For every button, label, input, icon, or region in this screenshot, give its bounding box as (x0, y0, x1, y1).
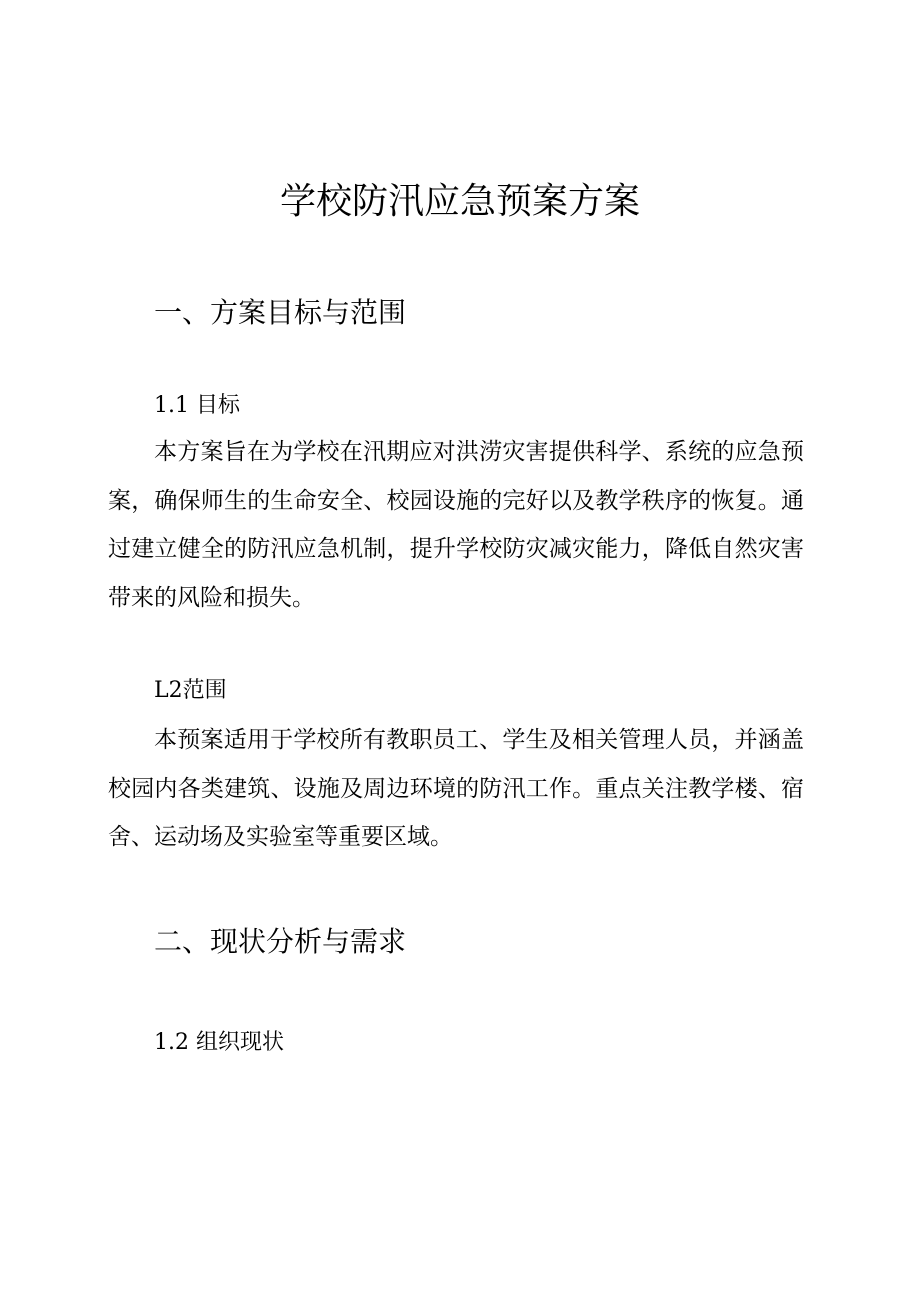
document-title: 学校防汛应急预案方案 (279, 181, 640, 222)
section-heading-1: 一、方案目标与范围 (154, 296, 407, 329)
subsection-heading-1-1: 1.1 目标 (154, 393, 240, 418)
subsection-heading-1-2: L2范围 (154, 678, 227, 703)
paragraph-goal: 本方案旨在为学校在汛期应对洪涝灾害提供科学、系统的应急预案，确保师生的生命安全、校园设施的完好以及教学秩序的恢复。通过建立健全的防汛应急机制，提升学校防灾减灾能力，降低自然灾害带来的风险和损失。 (108, 439, 804, 611)
subsection-heading-2-1: 1.2 组织现状 (154, 1030, 284, 1055)
section-heading-2: 二、现状分析与需求 (154, 925, 407, 958)
paragraph-scope: 本预案适用于学校所有教职员工、学生及相关管理人员，并涵盖校园内各类建筑、设施及周边环境的防汛工作。重点关注教学楼、宿舍、运动场及实验室等重要区域。 (108, 727, 804, 850)
